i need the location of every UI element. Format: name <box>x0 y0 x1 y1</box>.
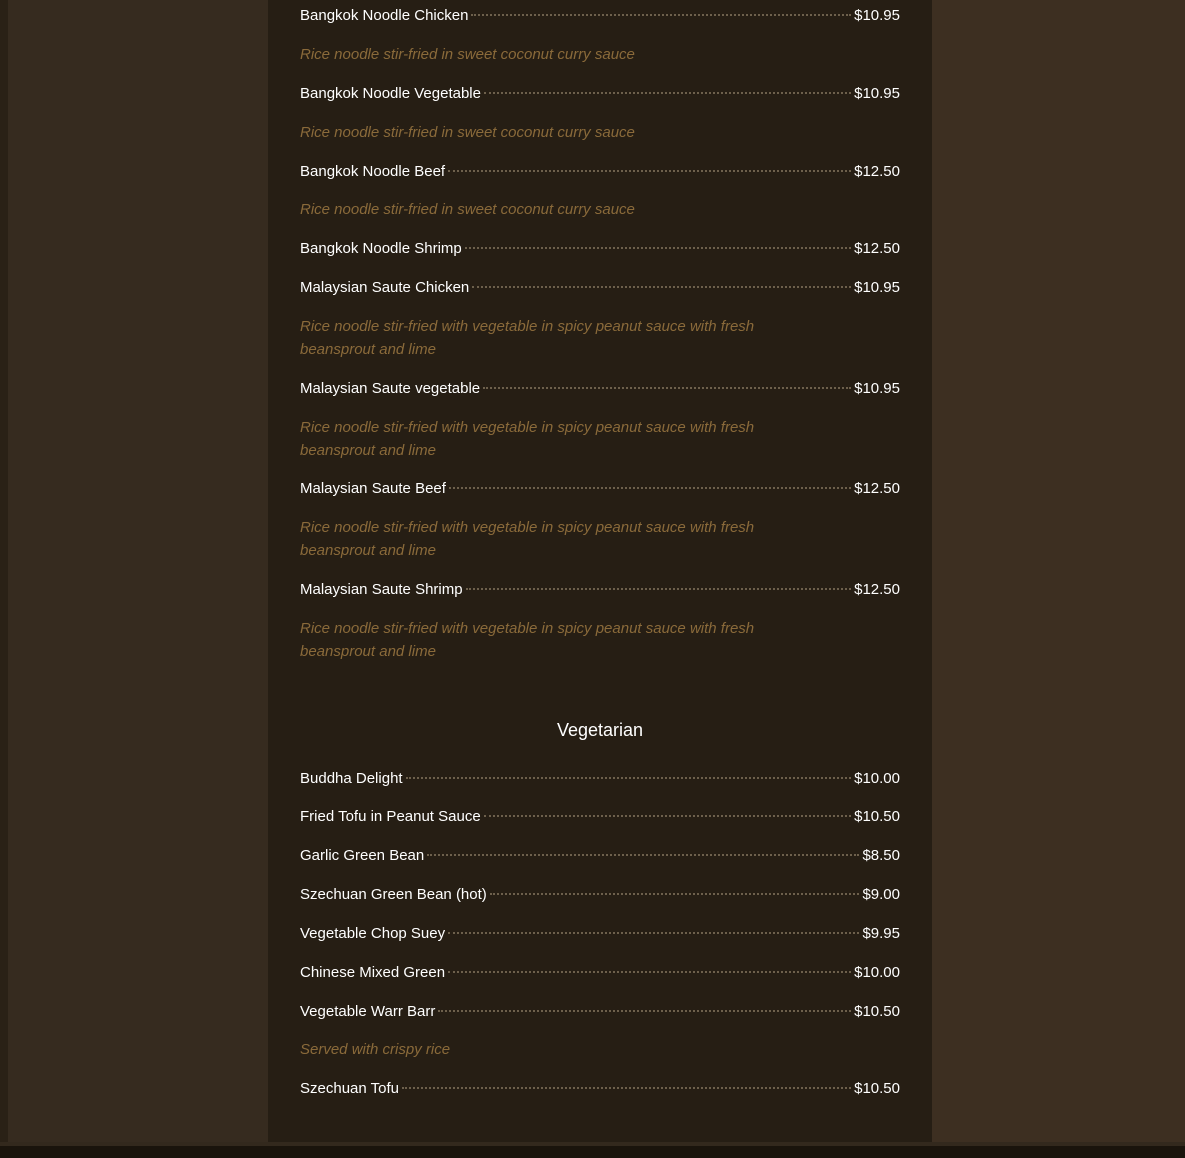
menu-item-price: $12.50 <box>854 581 900 598</box>
dot-leader <box>472 286 851 288</box>
menu-item-price: $10.50 <box>854 1080 900 1097</box>
dot-leader <box>448 932 859 934</box>
menu-item <box>300 963 900 983</box>
menu-item-description: Rice noodle stir-fried with vegetable in spicy peanut sauce with fresh beansprout and lime <box>300 419 755 459</box>
menu-item-name: Szechuan Green Bean (hot) <box>300 886 487 903</box>
menu-item-price: $9.00 <box>862 886 900 903</box>
menu-item-price: $12.50 <box>854 240 900 257</box>
menu-item-price: $10.95 <box>854 279 900 296</box>
menu-item-description: Rice noodle stir-fried in sweet coconut curry sauce <box>300 46 635 63</box>
menu-content-panel <box>268 0 932 1142</box>
menu-item <box>300 885 900 905</box>
dot-leader <box>402 1087 851 1089</box>
dot-leader <box>427 854 859 856</box>
menu-item-price: $10.95 <box>854 7 900 24</box>
menu-item-name: Szechuan Tofu <box>300 1080 399 1097</box>
menu-item <box>300 379 900 399</box>
menu-item-price: $10.50 <box>854 1003 900 1020</box>
menu-item <box>300 1079 900 1099</box>
bottom-bar-inner <box>0 1146 1185 1158</box>
menu-item-price: $10.95 <box>854 380 900 397</box>
menu-item-name: Garlic Green Bean <box>300 847 425 864</box>
dot-leader <box>406 777 852 779</box>
dot-leader <box>490 893 860 895</box>
menu-item-name: Malaysian Saute vegetable <box>300 380 481 397</box>
menu-item-price: $8.50 <box>862 847 900 864</box>
menu-item-name: Buddha Delight <box>300 770 403 787</box>
menu-item <box>300 580 900 600</box>
bottom-bar <box>0 1142 1185 1158</box>
menu-item <box>300 239 900 259</box>
menu-item-price: $10.00 <box>854 964 900 981</box>
menu-item-name: Vegetable Chop Suey <box>300 925 446 942</box>
menu-item-name: Vegetable Warr Barr <box>300 1003 436 1020</box>
menu-item-name: Bangkok Noodle Shrimp <box>300 240 462 257</box>
menu-item-name: Bangkok Noodle Vegetable <box>300 85 481 102</box>
menu-item-name: Fried Tofu in Peanut Sauce <box>300 808 481 825</box>
menu-item <box>300 84 900 104</box>
menu-item <box>300 479 900 499</box>
dot-leader <box>449 487 851 489</box>
dot-leader <box>448 170 851 172</box>
left-edge-strip <box>0 0 8 1142</box>
menu-item <box>300 1002 900 1022</box>
menu-item-description: Rice noodle stir-fried with vegetable in spicy peanut sauce with fresh beansprout and lime <box>300 620 755 660</box>
menu-item <box>300 846 900 866</box>
menu-item-name: Malaysian Saute Shrimp <box>300 581 463 598</box>
menu-item-price: $12.50 <box>854 163 900 180</box>
menu-item-description: Rice noodle stir-fried with vegetable in spicy peanut sauce with fresh beansprout and lime <box>300 519 755 559</box>
menu-item <box>300 162 900 182</box>
menu-item-name: Malaysian Saute Beef <box>300 480 446 497</box>
menu-item-name: Chinese Mixed Green <box>300 964 446 981</box>
menu-item-description: Rice noodle stir-fried in sweet coconut curry sauce <box>300 124 635 141</box>
menu-item-price: $12.50 <box>854 480 900 497</box>
dot-leader <box>471 14 851 16</box>
dot-leader <box>438 1010 851 1012</box>
menu-item-name: Bangkok Noodle Beef <box>300 163 446 180</box>
menu-item-description: Rice noodle stir-fried with vegetable in spicy peanut sauce with fresh beansprout and lime <box>300 318 755 358</box>
menu-item-price: $10.50 <box>854 808 900 825</box>
left-side-panel <box>8 0 268 1142</box>
dot-leader <box>484 815 851 817</box>
dot-leader <box>448 971 851 973</box>
dot-leader <box>466 588 852 590</box>
menu-item <box>300 807 900 827</box>
menu-item-description: Rice noodle stir-fried in sweet coconut curry sauce <box>300 201 635 218</box>
menu-item-description: Served with crispy rice <box>300 1041 451 1058</box>
menu-item-name: Bangkok Noodle Chicken <box>300 7 469 24</box>
menu-item <box>300 278 900 298</box>
dot-leader <box>484 92 851 94</box>
menu-item <box>300 6 900 26</box>
menu-item-price: $9.95 <box>862 925 900 942</box>
menu-item-price: $10.95 <box>854 85 900 102</box>
menu-item <box>300 769 900 789</box>
menu-item <box>300 924 900 944</box>
section-title-vegetarian: Vegetarian <box>556 720 644 740</box>
dot-leader <box>465 247 851 249</box>
dot-leader <box>483 387 851 389</box>
menu-item-name: Malaysian Saute Chicken <box>300 279 470 296</box>
right-side-panel <box>932 0 1185 1142</box>
menu-item-price: $10.00 <box>854 770 900 787</box>
